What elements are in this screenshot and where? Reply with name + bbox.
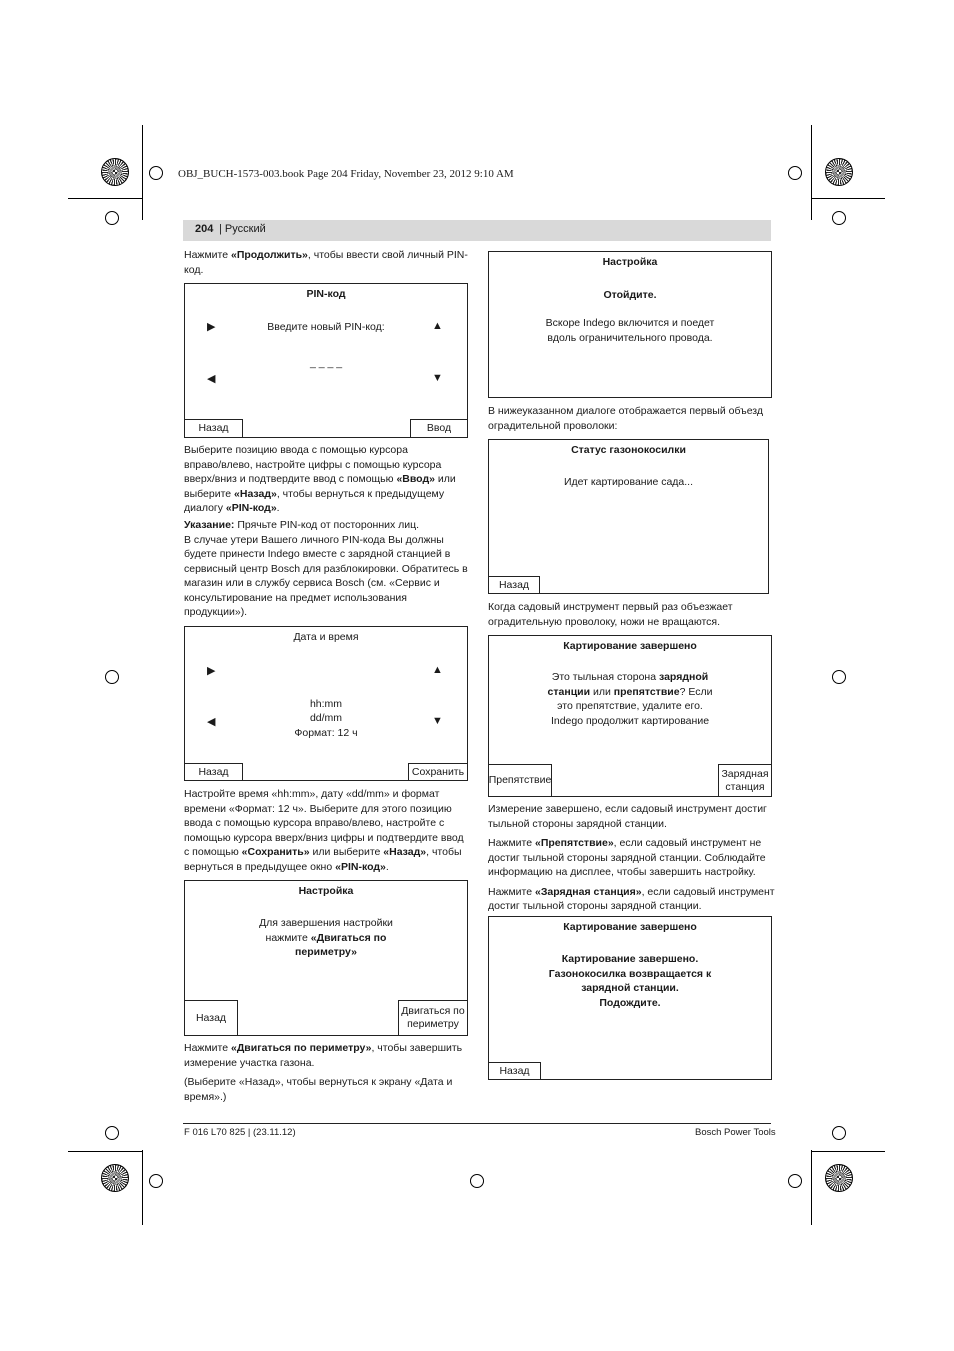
crosshair-icon <box>105 211 119 225</box>
dialog-title: Настройка <box>298 885 354 897</box>
time-field[interactable]: hh:mm <box>309 698 343 710</box>
mower-status-dialog <box>488 439 769 594</box>
footer-brand: Bosch Power Tools <box>695 1127 776 1138</box>
crosshair-icon <box>105 1126 119 1140</box>
pin-instructions: Выберите позицию ввода с помощью курсора вправо/влево, настройте цифры с помощью курсора вверх/вниз и подтвердите ввод с помощью «Ввод» или выберите «Назад», чтобы вернуться к предыдущему диалогу «PIN-код». <box>184 444 456 514</box>
setup-dialog <box>184 880 468 1036</box>
arrow-down-icon[interactable]: ▼ <box>432 372 443 384</box>
dialog-title: Картирование завершено <box>563 921 697 933</box>
dialog-title: Картирование завершено <box>563 640 697 652</box>
crop-mark <box>142 125 143 220</box>
crosshair-icon <box>832 670 846 684</box>
pin-prompt: Введите новый PIN-код: <box>267 321 385 333</box>
arrow-right-icon[interactable]: ▶ <box>207 665 216 677</box>
enter-button[interactable]: Ввод <box>410 419 468 438</box>
pin-note: Указание: Прячьте PIN-код от посторонних лиц. В случае утери Вашего личного PIN-кода Вы должны будете принести Indego вместе с зарядной станцией в сервисный центр Bosch для разблокировки. Обратитесь в магазин или в службу сервиса Bosch (см. «Сервис и консультирование на предмет использования продукции»). <box>184 519 468 618</box>
crosshair-icon <box>105 670 119 684</box>
arrow-right-icon[interactable]: ▶ <box>207 321 216 333</box>
back-button[interactable]: Назад <box>184 763 243 781</box>
arrow-up-icon[interactable]: ▲ <box>432 320 443 332</box>
dialog-title: Настройка <box>602 256 658 268</box>
intro-paragraph: Нажмите «Продолжить», чтобы ввести свой личный PIN- код. <box>184 249 468 276</box>
arrow-left-icon[interactable]: ◀ <box>207 716 216 728</box>
back-button[interactable]: Назад <box>488 576 540 594</box>
footer-divider <box>183 1123 771 1124</box>
back-button[interactable]: Назад <box>184 1000 238 1036</box>
pin-dialog <box>184 283 468 438</box>
setup-message: Вскоре Indego включится и поедет вдоль ограничительного провода. <box>545 317 715 344</box>
crosshair-icon <box>832 211 846 225</box>
pin-placeholder: _ _ _ _ <box>309 357 343 369</box>
move-away-text: Отойдите. <box>603 289 657 301</box>
back-button[interactable]: Назад <box>488 1062 541 1080</box>
mapping-complete-message: Картирование завершено. Газонокосилка возвращается к зарядной станции. Подождите. <box>548 953 712 1009</box>
crop-mark <box>811 1151 885 1152</box>
page-header-bar <box>183 220 771 241</box>
registration-mark-icon <box>825 158 853 186</box>
dialog-title: Дата и время <box>293 631 359 643</box>
crop-mark <box>68 198 142 199</box>
crop-mark <box>68 1151 142 1152</box>
format-field[interactable]: Формат: 12 ч <box>294 727 358 739</box>
mapping-complete-dialog <box>488 916 772 1080</box>
crosshair-icon <box>788 1174 802 1188</box>
first-pass-note: Когда садовый инструмент первый раз объезжает оградительную проволоку, ножи не вращаются. <box>488 601 733 628</box>
mapping-status-text: Идет картирование сада... <box>563 476 694 488</box>
back-button[interactable]: Назад <box>184 419 243 438</box>
crop-mark <box>811 198 885 199</box>
registration-mark-icon <box>101 1164 129 1192</box>
crosshair-icon <box>149 166 163 180</box>
setup-message: Для завершения настройки нажмите «Двигаться по периметру» <box>259 917 393 958</box>
save-button[interactable]: Сохранить <box>408 763 468 781</box>
crosshair-icon <box>470 1174 484 1188</box>
perimeter-instructions: Нажмите «Двигаться по периметру», чтобы завершить измерение участка газона. (Выберите «Назад», чтобы вернуться к экрану «Дата и время».) <box>184 1042 463 1103</box>
setup-moveaway-dialog <box>488 251 772 398</box>
mapping-done-instructions: Измерение завершено, если садовый инструмент достиг тыльной стороны зарядной станции. Нажмите «Препятствие», если садовый инструмент не достиг тыльной стороны зарядной станции. Соблюдайте информацию на дисплее, чтобы завершить настройку. Нажмите «Зарядная станция», если садовый инструмент достиг тыльной стороны зарядной станции. <box>488 803 775 912</box>
footer-doc-id: F 016 L70 825 | (23.11.12) <box>184 1127 296 1138</box>
date-time-instructions: Настройте время «hh:mm», дату «dd/mm» и формат времени «Формат: 12 ч». Выберите для этого позицию ввода с помощью курсора вправо/влево, настройте с помощью курсора вверх/вниз цифры и подтвердите ввод с помощью «Сохранить» или выберите «Назад», чтобы вернуться в предыдущее окно «PIN-код». <box>184 788 464 873</box>
crosshair-icon <box>832 1126 846 1140</box>
print-header: OBJ_BUCH-1573-003.book Page 204 Friday, November 23, 2012 9:10 AM <box>178 168 514 180</box>
first-pass-intro: В нижеуказанном диалоге отображается первый объезд оградительной проволоки: <box>488 405 764 432</box>
arrow-left-icon[interactable]: ◀ <box>207 373 216 385</box>
mapping-question: Это тыльная сторона зарядной станции или препятствие? Если это препятствие, удалите его. Indego продолжит картирование <box>547 671 713 727</box>
dialog-title: Статус газонокосилки <box>571 444 686 456</box>
date-time-dialog <box>184 626 468 781</box>
page-number: 204 <box>195 223 214 235</box>
crosshair-icon <box>149 1174 163 1188</box>
registration-mark-icon <box>101 158 129 186</box>
mapping-done-dialog <box>488 635 772 797</box>
crop-mark <box>142 1150 143 1225</box>
arrow-up-icon[interactable]: ▲ <box>432 664 443 676</box>
crop-mark <box>811 1150 812 1225</box>
date-field[interactable]: dd/mm <box>309 712 343 724</box>
registration-mark-icon <box>825 1164 853 1192</box>
crosshair-icon <box>788 166 802 180</box>
obstacle-button[interactable]: Препятствие <box>488 764 552 797</box>
move-perimeter-button[interactable]: Двигаться по периметру <box>398 1000 468 1036</box>
page-language: | Русский <box>219 223 266 235</box>
charging-station-button[interactable]: Зарядная станция <box>718 764 772 797</box>
crop-mark <box>811 125 812 220</box>
dialog-title: PIN-код <box>306 288 346 300</box>
arrow-down-icon[interactable]: ▼ <box>432 715 443 727</box>
